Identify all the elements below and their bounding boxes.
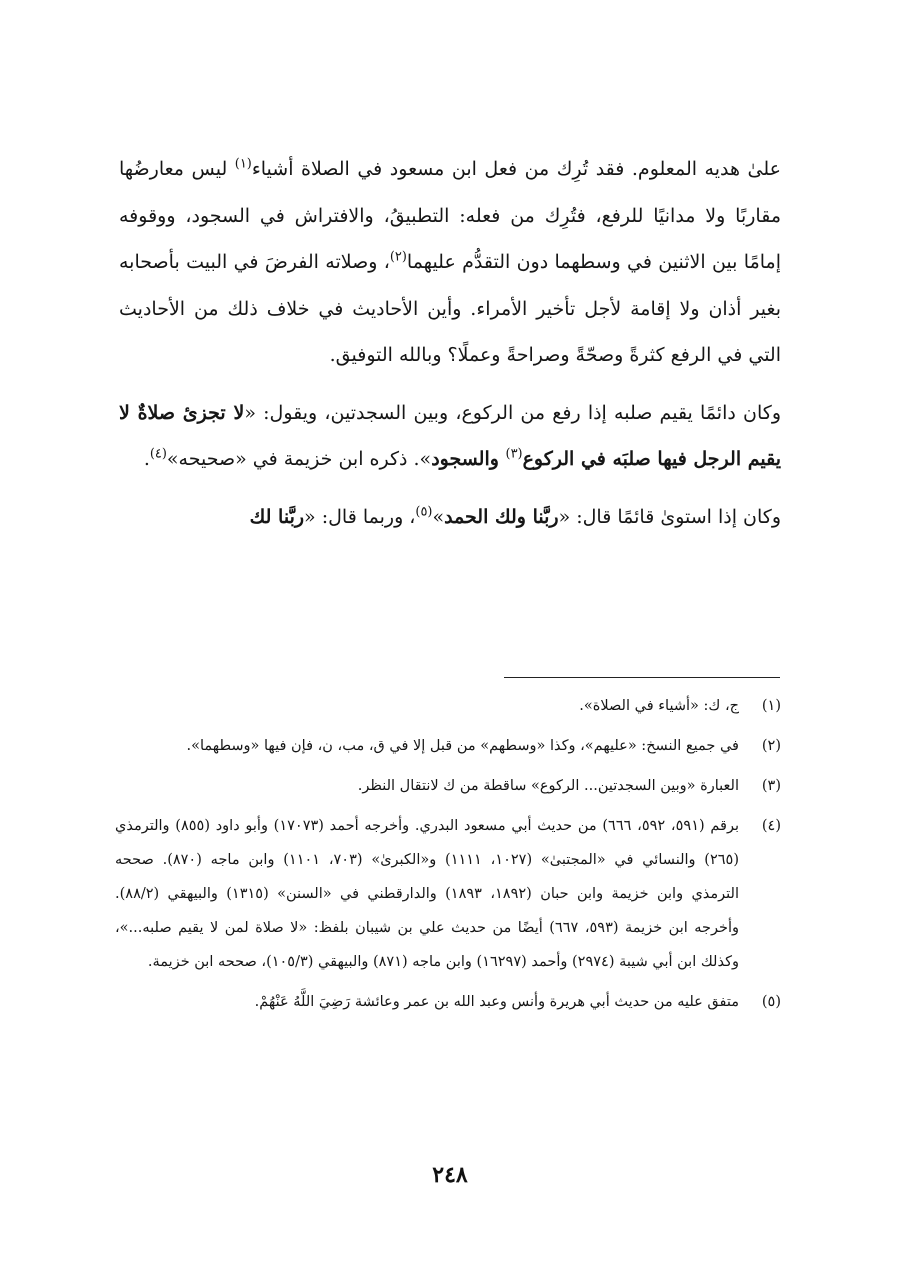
footnote-text: برقم (٥٩١، ٥٩٢، ٦٦٦) من حديث أبي مسعود البدري. وأخرجه أحمد (١٧٠٧٣) وأبو داود (٨٥٥) والترمذي (٢٦٥) والنسائي في «المجتبىٰ» (١٠٢٧، ١١١١) و«الكبرىٰ» (٧٠٣، ١١٠١) وابن ماجه (٨٧٠). صححه الترمذي وابن خزيمة وابن حبان (١٨٩٢، ١٨٩٣) والدارقطني في «السنن» (١٣١٥) والبيهقي (٨٨/٢). وأخرجه ابن خزيمة (٥٩٣، ٦٦٧) أيضًا من حديث علي بن شيبان بلفظ: «لا صلاة لمن لا يقيم صلبه...»، وكذلك ابن أبي شيبة (٢٩٧٤) وأحمد (١٦٢٩٧) وابن ماجه (٨٧١) والبيهقي (١٠٥/٣)، صححه ابن خزيمة. [115, 818, 740, 970]
footnote-number: (٣) [761, 778, 781, 794]
footnote-5 [115, 985, 781, 1019]
footnote-number: (٤) [761, 818, 781, 834]
footnote-3 [115, 769, 781, 803]
hadith-quote-1: لا تجزئ صلاةٌ لا يقيم الرجل فيها صلبَه في الركوع [119, 401, 781, 470]
footnote-ref-3[interactable]: (٣) [505, 446, 523, 462]
footnote-number: (٥) [761, 994, 781, 1010]
footnote-ref-1[interactable]: (١) [234, 156, 252, 172]
footnote-number: (١) [761, 698, 781, 714]
footnote-number: (٢) [761, 738, 781, 754]
footnote-ref-2[interactable]: (٢) [389, 249, 407, 265]
main-text [119, 146, 781, 540]
footnote-divider [504, 677, 780, 678]
hadith-quote-1b: والسجود [431, 448, 506, 470]
footnotes [115, 689, 781, 1025]
paragraph-1: علىٰ هديه المعلوم. فقد تُرِك من فعل ابن مسعود في الصلاة أشياء$^{(١)}$ ليس معارضُها مقاربًا ولا مدانيًا للرفع، فتُرِك من فعله: التطبيقُ، والافتراش في السجود، ووقوفه إمامًا بين الاثنين في وسطهما دون التقدُّم عليهما$^{(٢)}$، وصلاته الفرضَ في البيت بأصحابه بغير أذان ولا إقامة لأجل تأخير الأمراء. وأين الأحاديث في خلاف ذلك من الأحاديث التي في الرفع كثرةً وصحّةً وصراحةً وعملًا؟ وبالله التوفيق. [119, 156, 781, 366]
footnote-ref-4[interactable]: (٤) [149, 446, 167, 462]
footnote-text: متفق عليه من حديث أبي هريرة وأنس وعبد الله بن عمر وعائشة رَضِيَ اللَّهُ عَنْهُمْ. [254, 994, 739, 1010]
paragraph-3: وكان إذا استوىٰ قائمًا قال: «ربَّنا ولك الحمد»$^{(٥)}$، وربما قال: «ربَّنا لك [249, 504, 781, 528]
footnote-2 [115, 729, 781, 763]
footnote-text: العبارة «وبين السجدتين... الركوع» ساقطة من ك لانتقال النظر. [357, 778, 739, 794]
footnote-ref-5[interactable]: (٥) [415, 504, 433, 520]
footnote-4 [115, 809, 781, 979]
footnote-text: في جميع النسخ: «عليهم»، وكذا «وسطهم» من قبل إلا في ق، مب، ن، فإن فيها «وسطهما». [186, 738, 739, 754]
paragraph-2: وكان دائمًا يقيم صلبه إذا رفع من الركوع، وبين السجدتين، ويقول: «لا تجزئ صلاةٌ لا يقيم الرجل فيها صلبَه في الركوع$^{(٣)}$ والسجود». ذكره ابن خزيمة في «صحيحه»$^{(٤)}$. [119, 401, 781, 470]
hadith-quote-2: ربَّنا ولك الحمد [444, 505, 559, 528]
footnote-text: ج، ك: «أشياء في الصلاة». [579, 698, 739, 714]
footnote-1 [115, 689, 781, 723]
page-number: ٢٤٨ [432, 1162, 468, 1188]
hadith-quote-3: ربَّنا لك [249, 505, 305, 528]
